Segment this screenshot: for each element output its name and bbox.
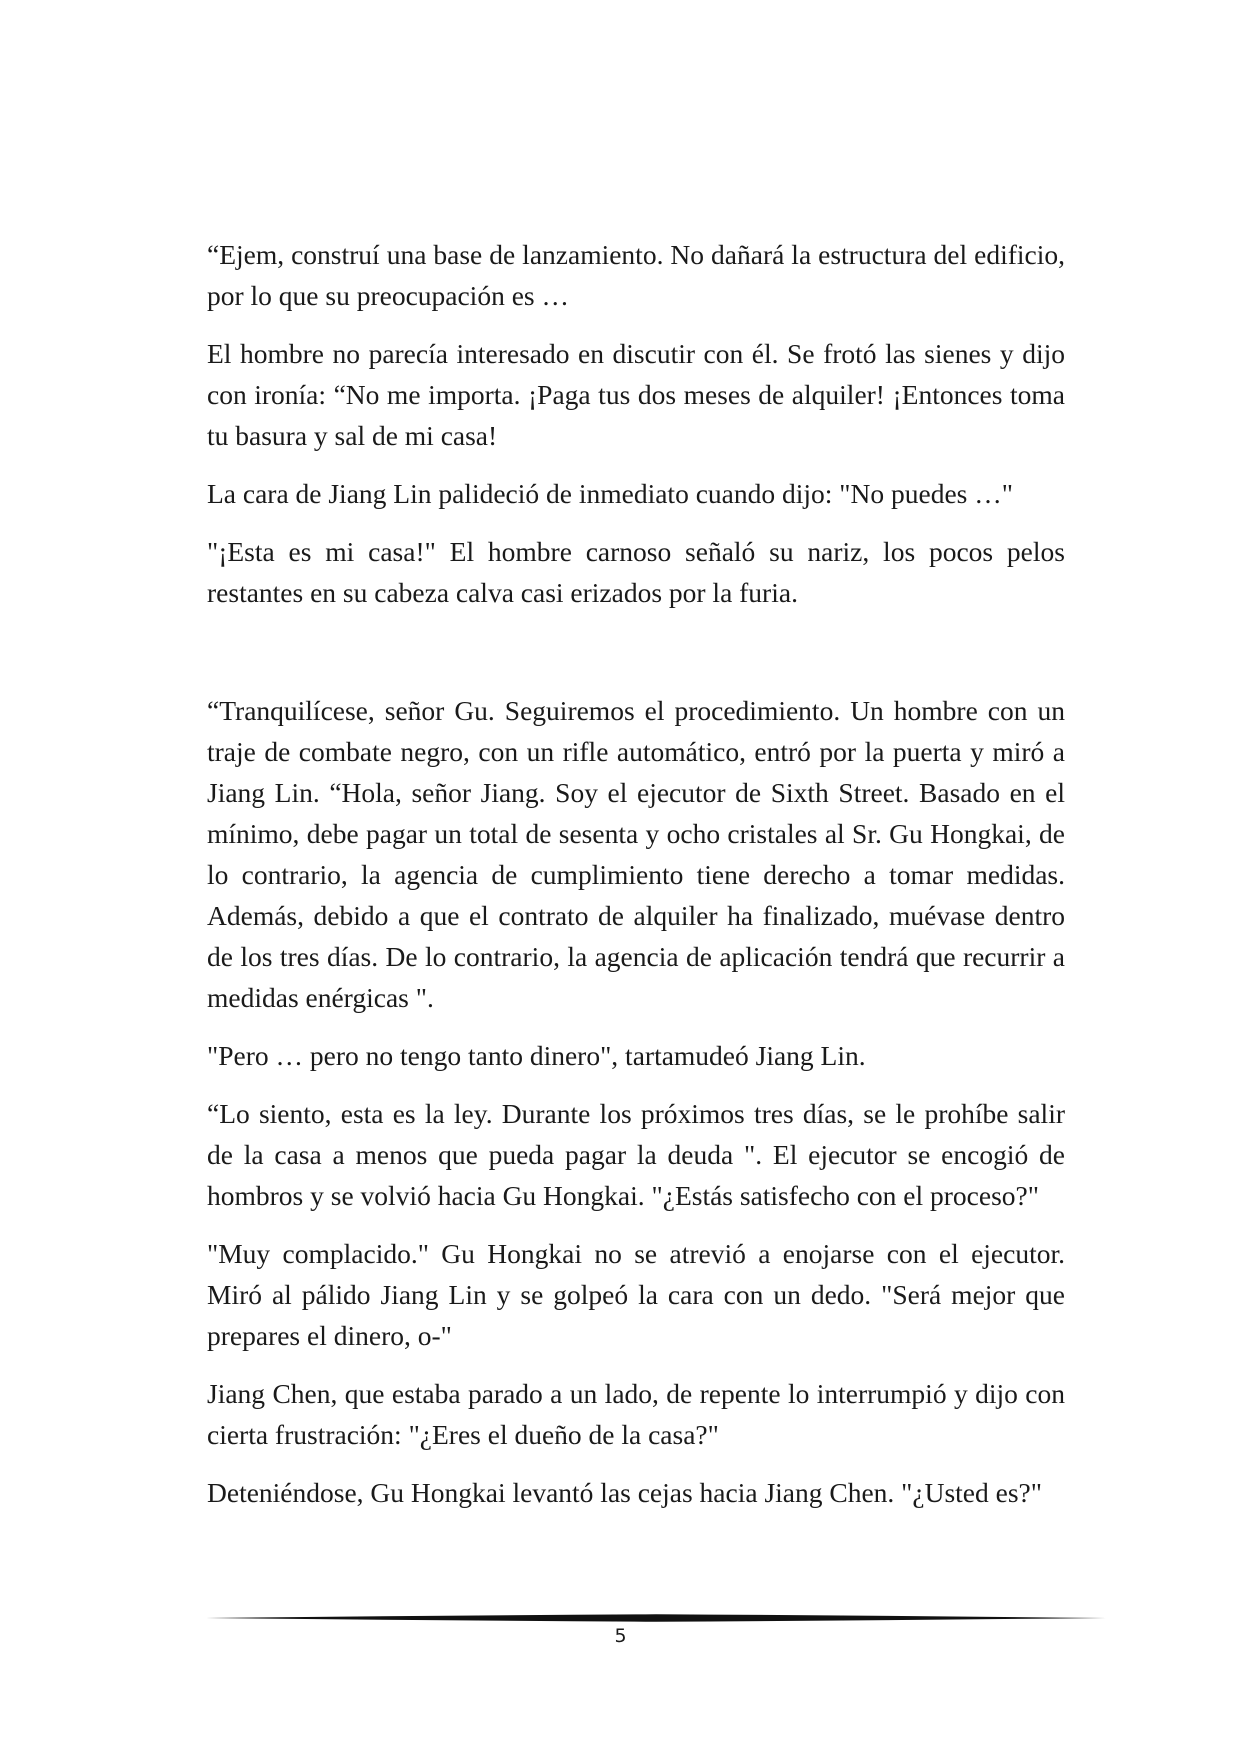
text-section-one bbox=[207, 234, 1065, 630]
paragraph: “Lo siento, esta es la ley. Durante los próximos tres días, se le prohíbe salir de la casa a menos que pueda pagar la deuda ". El ejecutor se encogió de hombros y se volvió hacia Gu Hongkai. "¿Estás satisfecho con el proceso?" bbox=[207, 1098, 1065, 1211]
paragraph: "Muy complacido." Gu Hongkai no se atrevió a enojarse con el ejecutor. Miró al pálido Jiang Lin y se golpeó la cara con un dedo. "Será mejor que prepares el dinero, o-" bbox=[207, 1238, 1065, 1351]
page-number: 5 bbox=[614, 1625, 627, 1647]
paragraph: "Pero … pero no tengo tanto dinero", tartamudeó Jiang Lin. bbox=[207, 1040, 866, 1071]
paragraph: "¡Esta es mi casa!" El hombre carnoso señaló su nariz, los pocos pelos restantes en su cabeza calva casi erizados por la furia. bbox=[207, 536, 1065, 608]
text-section-two bbox=[207, 690, 1065, 1530]
paragraph: Jiang Chen, que estaba parado a un lado, de repente lo interrumpió y dijo con cierta frustración: "¿Eres el dueño de la casa?" bbox=[207, 1378, 1065, 1450]
paragraph: “Ejem, construí una base de lanzamiento. No dañará la estructura del edificio, por lo que su preocupación es … bbox=[207, 239, 1065, 311]
paragraph: Deteniéndose, Gu Hongkai levantó las cejas hacia Jiang Chen. "¿Usted es?" bbox=[207, 1477, 1042, 1508]
paragraph: El hombre no parecía interesado en discutir con él. Se frotó las sienes y dijo con ironía: “No me importa. ¡Paga tus dos meses de alquiler! ¡Entonces toma tu basura y sal de mi casa! bbox=[207, 338, 1065, 451]
footer-divider bbox=[206, 1612, 1106, 1624]
paragraph: “Tranquilícese, señor Gu. Seguiremos el procedimiento. Un hombre con un traje de combate negro, con un rifle automático, entró por la puerta y miró a Jiang Lin. “Hola, señor Jiang. Soy el ejecutor de Sixth Street. Basado en el mínimo, debe pagar un total de sesenta y ocho cristales al Sr. Gu Hongkai, de lo contrario, la agencia de cumplimiento tiene derecho a tomar medidas. Además, debido a que el contrato de alquiler ha finalizado, muévase dentro de los tres días. De lo contrario, la agencia de aplicación tendrá que recurrir a medidas enérgicas ". bbox=[207, 695, 1065, 1013]
paragraph: La cara de Jiang Lin palideció de inmediato cuando dijo: "No puedes …" bbox=[207, 478, 1013, 509]
